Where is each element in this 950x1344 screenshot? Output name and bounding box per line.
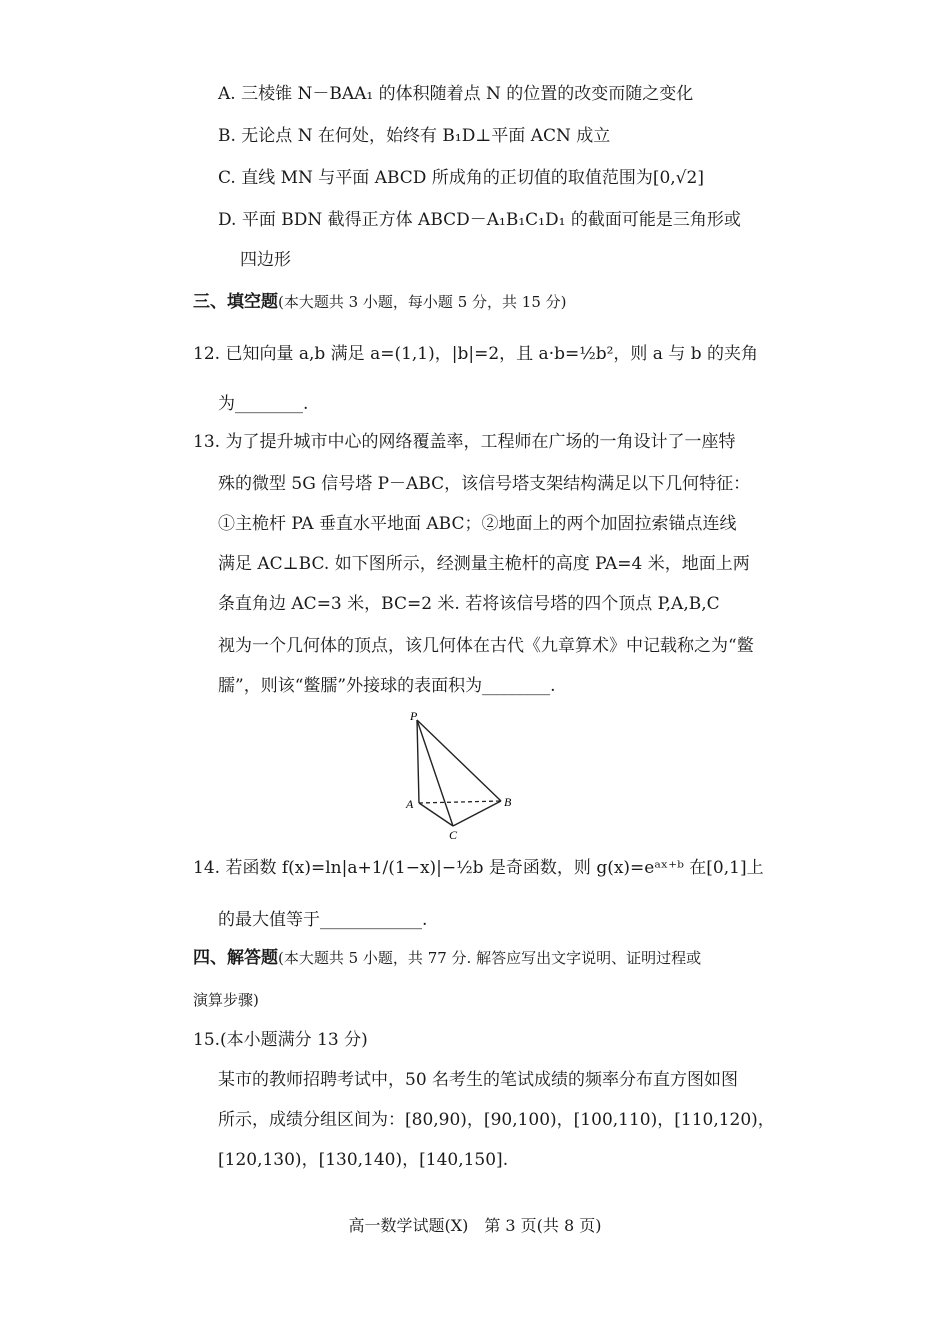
q13-line3: ①主桅杆 PA 垂直水平地面 ABC；②地面上的两个加固拉索锚点连线 bbox=[218, 514, 737, 534]
q15-line2: 所示，成绩分组区间为：[80,90)，[90,100)，[100,110)，[110,120)， bbox=[218, 1110, 775, 1130]
q13-line7: 臑”，则该“鳖臑”外接球的表面积为________. bbox=[218, 676, 556, 696]
q13-line1: 13. 为了提升城市中心的网络覆盖率，工程师在广场的一角设计了一座特 bbox=[193, 432, 736, 452]
q12-line2: 为________. bbox=[218, 394, 309, 414]
q12-line1: 12. 已知向量 a,b 满足 a=(1,1)，|b|=2，且 a·b=½b²，则 a 与 b 的夹角 bbox=[193, 344, 759, 364]
edge-ac bbox=[419, 803, 453, 826]
section-4-title: 四、解答题 bbox=[193, 948, 278, 968]
section-3-title: 三、填空题 bbox=[193, 292, 278, 312]
label-p: P bbox=[410, 709, 418, 723]
section-4-heading bbox=[193, 946, 701, 970]
q14-line2: 的最大值等于____________. bbox=[218, 910, 428, 930]
q15-header: 15.(本小题满分 13 分) bbox=[193, 1030, 368, 1050]
q15-line1: 某市的教师招聘考试中，50 名考生的笔试成绩的频率分布直方图如图 bbox=[218, 1070, 739, 1090]
option-b: B. 无论点 N 在何处，始终有 B₁D⊥平面 ACN 成立 bbox=[218, 126, 611, 146]
option-a: A. 三棱锥 N－BAA₁ 的体积随着点 N 的位置的改变而随之变化 bbox=[218, 84, 694, 104]
label-b: B bbox=[504, 795, 512, 809]
q15-line3: [120,130)，[130,140)，[140,150]. bbox=[218, 1150, 509, 1170]
page-footer: 高一数学试题(X) 第 3 页(共 8 页) bbox=[348, 1216, 602, 1235]
q13-line4: 满足 AC⊥BC. 如下图所示，经测量主桅杆的高度 PA=4 米，地面上两 bbox=[218, 554, 750, 574]
option-d-line1: D. 平面 BDN 截得正方体 ABCD－A₁B₁C₁D₁ 的截面可能是三角形或 bbox=[218, 210, 741, 230]
edge-cb bbox=[453, 801, 501, 826]
edge-pc bbox=[417, 720, 453, 826]
q13-line5: 条直角边 AC=3 米，BC=2 米. 若将该信号塔的四个顶点 P,A,B,C bbox=[218, 594, 720, 614]
edge-pa bbox=[417, 720, 419, 803]
tetrahedron-figure bbox=[392, 706, 522, 842]
option-d-line2: 四边形 bbox=[240, 250, 291, 270]
tetrahedron-diagram bbox=[392, 706, 522, 842]
label-a: A bbox=[406, 797, 414, 811]
q14-line1: 14. 若函数 f(x)=ln|a+1/(1−x)|−½b 是奇函数，则 g(x)=eᵃˣ⁺ᵇ 在[0,1]上 bbox=[193, 858, 764, 878]
section-3-heading bbox=[193, 290, 567, 314]
label-c: C bbox=[449, 828, 458, 842]
option-c: C. 直线 MN 与平面 ABCD 所成角的正切值的取值范围为[0,√2] bbox=[218, 168, 704, 188]
q13-line2: 殊的微型 5G 信号塔 P－ABC，该信号塔支架结构满足以下几何特征： bbox=[218, 474, 751, 494]
section-4-note: (本大题共 5 小题，共 77 分. 解答应写出文字说明、证明过程或 bbox=[278, 949, 702, 967]
section-3-note: (本大题共 3 小题，每小题 5 分，共 15 分) bbox=[278, 293, 567, 311]
section-4-note-line2: 演算步骤) bbox=[193, 991, 259, 1009]
edge-ab-hidden bbox=[419, 801, 501, 803]
edge-pb bbox=[417, 720, 501, 801]
q13-line6: 视为一个几何体的顶点，该几何体在古代《九章算术》中记载称之为“鳖 bbox=[218, 636, 754, 656]
